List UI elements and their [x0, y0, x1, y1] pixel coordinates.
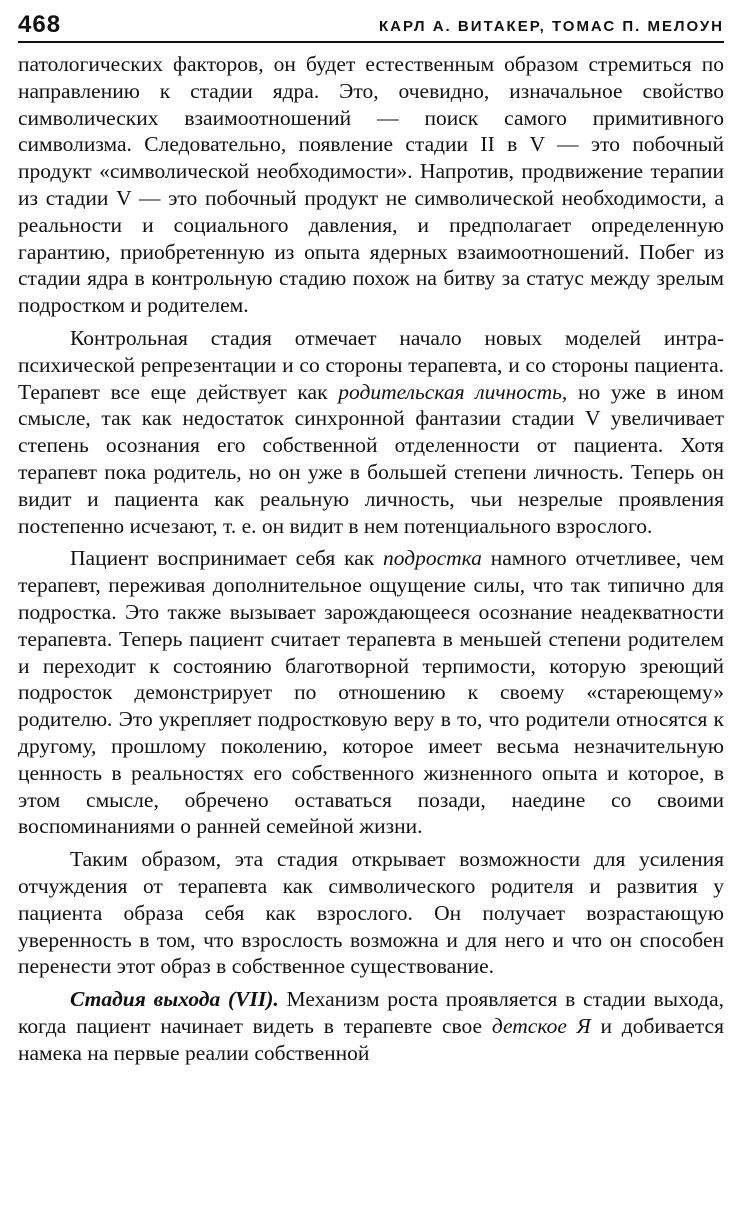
section-run-in-heading: Стадия выхода (VII).	[70, 987, 279, 1012]
paragraph-text: Таким образом, эта стадия открывает возможности для усиления отчуждения от терапевта как символического родителя и развития у пациента образа себя как взрослого. Он получает возрастающую уверенность в том, что взрослость возможна и для него и что он способен перенести этот образ в собственное существование.	[18, 847, 724, 979]
paragraph-text: Контрольная стадия отмечает начало новых моделей интра-психической репрезентации и со стороны терапевта, и со стороны пациента. Терапевт все еще действует как	[18, 325, 724, 404]
paragraph-text: Пациент воспринимает себя как	[70, 546, 383, 571]
paragraph-text: но уже в ином смысле, так как недостаток синхронной фантазии стадии V увеличивает степень осознания его собственной отделенности от пациента. Хотя терапевт пока родитель, но он уже в большей степени личность. Теперь он видит и пациента как реальную личность, чьи незрелые проявления постепенно исчезают, т. е. он видит в нем потенциального взрослого.	[18, 379, 724, 538]
body-text	[18, 51, 724, 1072]
paragraph-5	[18, 986, 724, 1066]
running-head	[18, 8, 724, 38]
paragraph-text: патологических факторов, он будет естественным образом стремиться по направлению к стадии ядра. Это, очевидно, изначальное свойство символических взаимоотношений — поиск самого примитивного символизма. Следовательно, появление стадии II в V — это побочный продукт «символической необходимости». Напротив, продвижение терапии из стадии V — это побочный продукт не символической необходимости, а реальности и социального давления, и предполагает определенную гарантию, приобретенную из опыта ядерных взаимоотношений. Побег из стадии ядра в контрольную стадию похож на битву за статус между зрелым подростком и родителем.	[18, 52, 724, 318]
page-number: 468	[18, 11, 62, 38]
paragraph-1	[18, 51, 724, 319]
header-authors: КАРЛ А. ВИТАКЕР, ТОМАС П. МЕЛОУН	[378, 18, 724, 35]
paragraph-text: Механизм роста проявляется в стадии выхода, когда пациент начинает видеть в терапевте свое	[18, 987, 724, 1038]
italic-term: родительская личность,	[338, 379, 568, 404]
paragraph-text: и добивается намека на первые реалии собственной	[18, 1013, 724, 1065]
paragraph-text: намного отчетливее, чем терапевт, переживая дополнительное ощущение силы, что так типично для подростка. Это также вызывает зарождающееся осознание неадекватности терапевта. Теперь пациент считает терапевта в меньшей степени родителем и переходит к состоянию благотворной терпимости, которую зреющий подросток демонстрирует по отношению к своему «стареющему» родителю. Это укрепляет подростковую веру в то, что родители относятся к другому, прошлому поколению, которое имеет весьма незначительную ценность в реальностях его собственного жизненного опыта и которое, в этом смысле, обречено оставаться позади, наедине со своими воспоминаниями о ранней семейной жизни.	[18, 546, 724, 839]
italic-term: подростка	[382, 546, 482, 571]
paragraph-2	[18, 325, 724, 539]
italic-term: детское Я	[491, 1013, 591, 1038]
paragraph-3	[18, 545, 724, 840]
header-rule	[18, 41, 724, 43]
paragraph-4	[18, 846, 724, 980]
